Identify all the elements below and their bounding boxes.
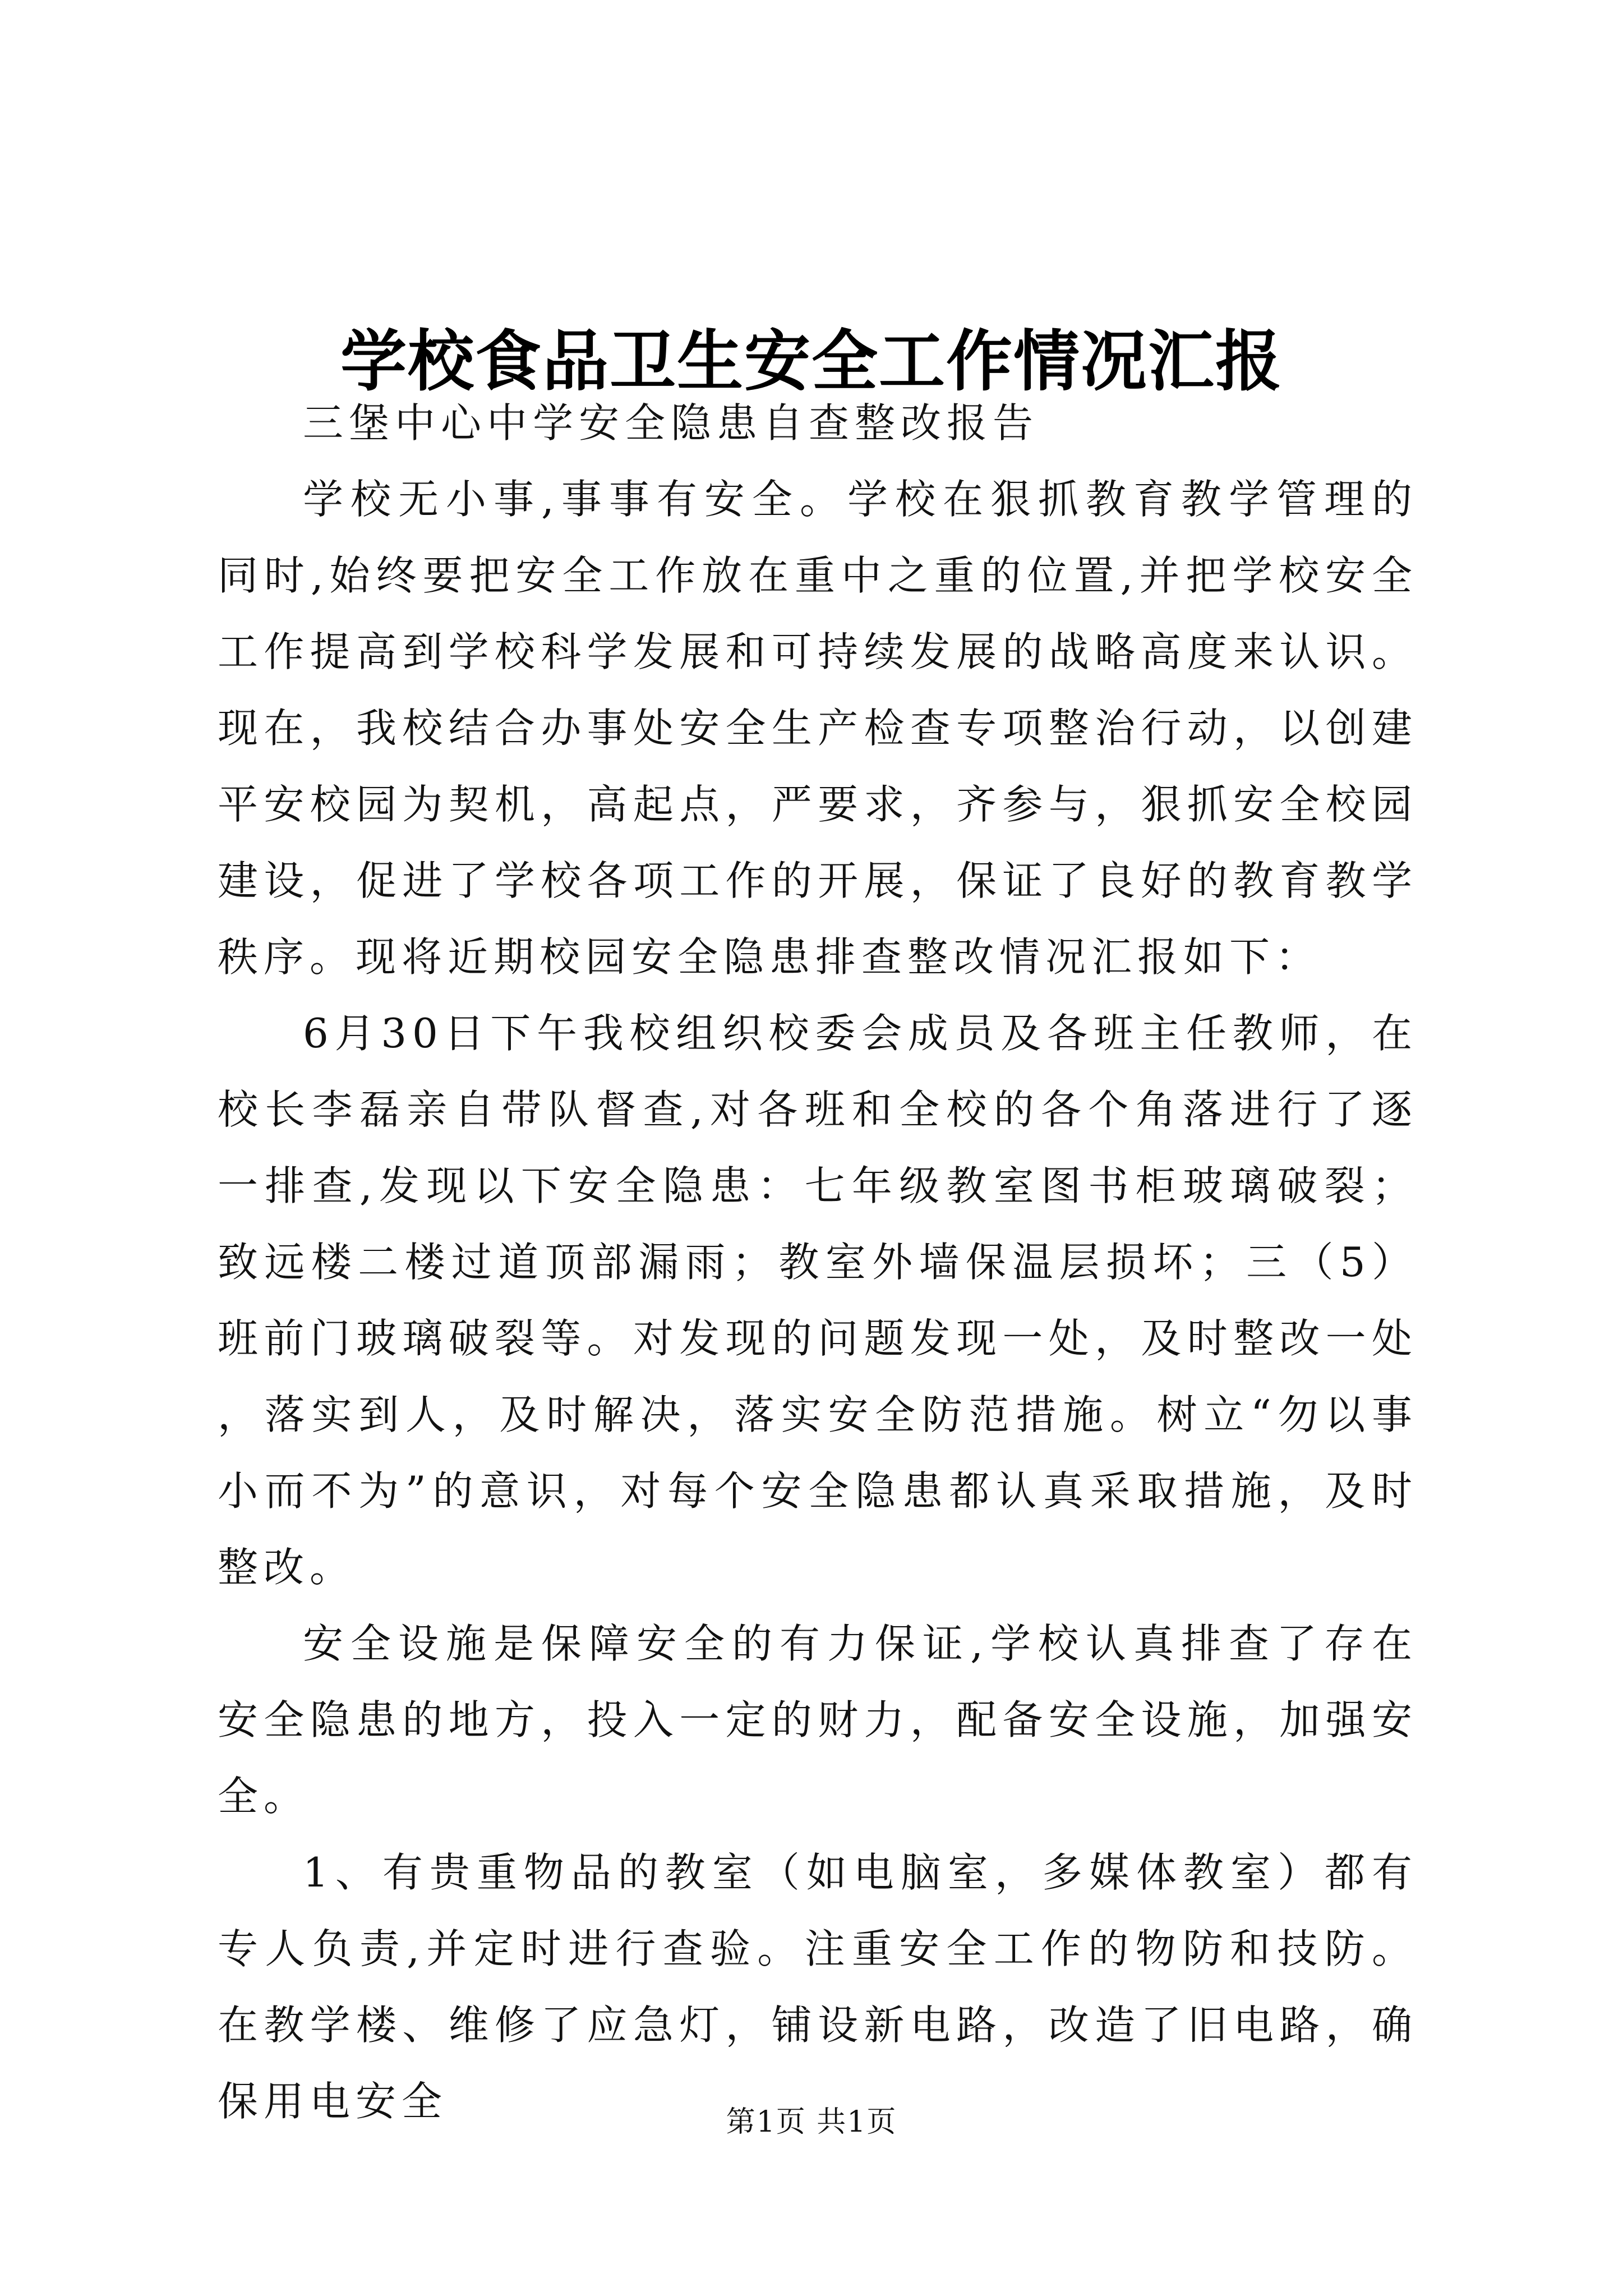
paragraph-safety-facilities: 安全设施是保障安全的有力保证,学校认真排查了存在安全隐患的地方，投入一定的财力，配备安全设施，加强安全。 bbox=[218, 1620, 1418, 1820]
paragraph-intro: 学校无小事,事事有安全。学校在狠抓教育教学管理的同时,始终要把安全工作放在重中之重的位置,并把学校安全工作提高到学校科学发展和可持续发展的战略高度来认识。现在，我校结合办事处安全生产检查专项整治行动，以创建平安校园为契机，高起点，严要求，齐参与，狠抓安全校园建设，促进了学校各项工作的开展，保证了良好的教育教学秩序。现将近期校园安全隐患排查整改情况汇报如下： bbox=[218, 476, 1418, 981]
document-subtitle: 三堡中心中学安全隐患自查整改报告 bbox=[303, 399, 1039, 447]
document-title: 学校食品卫生安全工作情况汇报 bbox=[340, 322, 1283, 401]
page-number: 第1页 共1页 bbox=[726, 2105, 897, 2139]
paragraph-inspection: 6月30日下午我校组织校委会成员及各班主任教师，在校长李磊亲自带队督查,对各班和全校的各个角落进行了逐一排查,发现以下安全隐患：七年级教室图书柜玻璃破裂；致远楼二楼过道顶部漏雨；教室外墙保温层损坏；三（5）班前门玻璃破裂等。对发现的问题发现一处，及时整改一处，落实到人，及时解决，落实安全防范措施。树立“勿以事小而不为”的意识，对每个安全隐患都认真采取措施，及时整改。 bbox=[218, 1010, 1418, 1591]
paragraph-item-1: 1、有贵重物品的教室（如电脑室，多媒体教室）都有专人负责,并定时进行查验。注重安全工作的物防和技防。在教学楼、维修了应急灯，铺设新电路，改造了旧电路，确保用电安全 bbox=[218, 1849, 1418, 2125]
document-body bbox=[218, 385, 1418, 2139]
